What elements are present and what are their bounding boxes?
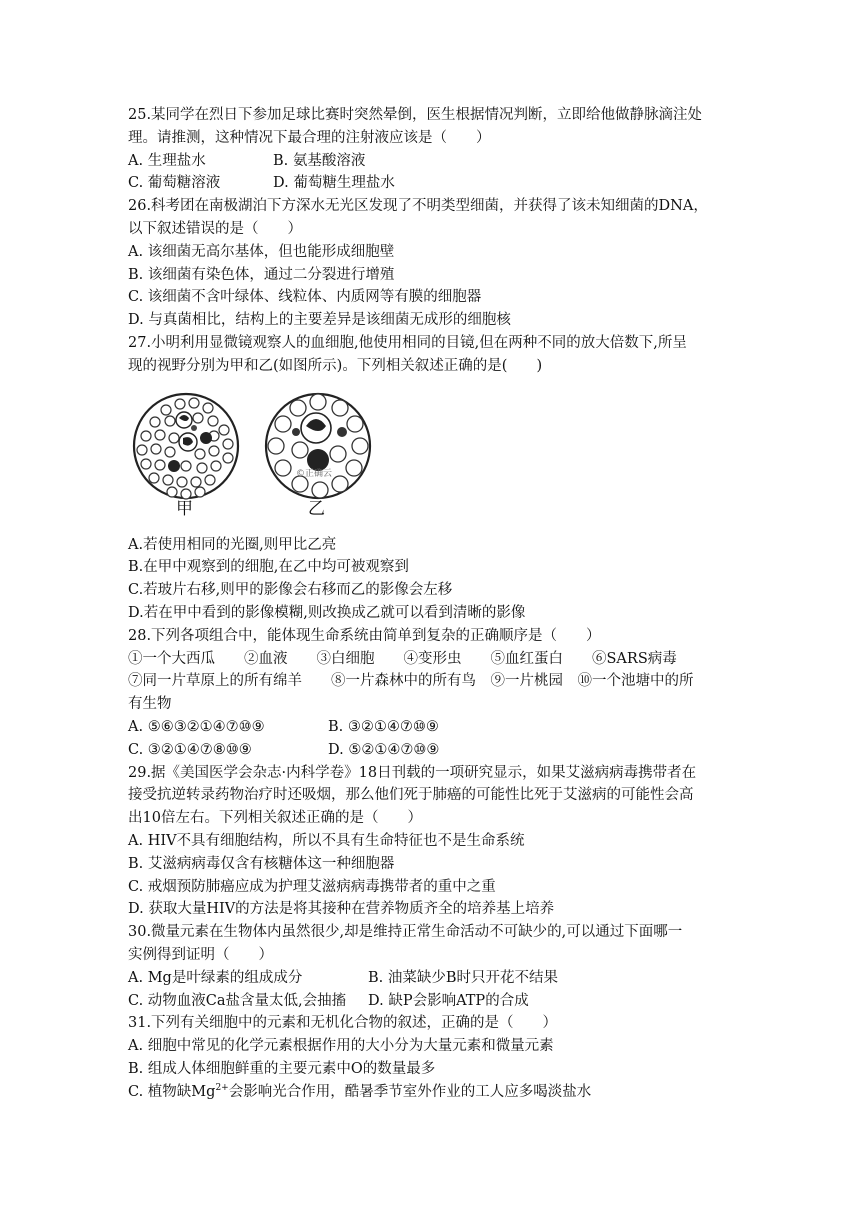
q25-stem-line1: 25.某同学在烈日下参加足球比赛时突然晕倒，医生根据情况判断，立即给他做静脉滴注处 (128, 107, 703, 123)
q25-options-row1 (128, 150, 738, 173)
q31-option-c-superscript: 2+ (215, 1082, 229, 1093)
q29-option-a: A. HIV不具有细胞结构，所以不具有生命特征也不是生命系统 (128, 832, 525, 849)
q29-option-b: B. 艾滋病病毒仅含有核糖体这一种细胞器 (128, 855, 395, 872)
q30-stem-line1: 30.微量元素在生物体内虽然很少,却是维持正常生命活动不可缺少的,可以通过下面哪一 (128, 924, 683, 941)
figure-label-yi: 乙 (308, 498, 325, 519)
q27-option-a: A.若使用相同的光圈,则甲比乙亮 (128, 536, 337, 553)
q29-option-d: D. 获取大量HIV的方法是将其接种在营养物质齐全的培养基上培养 (128, 901, 555, 918)
q26-option-a: A. 该细菌无高尔基体，但也能形成细胞壁 (128, 243, 395, 260)
q29-stem-line3: 出10倍左右。下列相关叙述正确的是（ ） (128, 810, 422, 827)
field-yi (266, 394, 370, 498)
q30-option-c: C. 动物血液Ca盐含量太低,会抽搐 (128, 992, 347, 1009)
q25-option-c: C. 葡萄糖溶液 (128, 175, 221, 192)
q27-option-b: B.在甲中观察到的细胞,在乙中均可被观察到 (128, 559, 409, 576)
q26-option-b: B. 该细菌有染色体，通过二分裂进行增殖 (128, 266, 395, 283)
q26-option-d: D. 与真菌相比，结构上的主要差异是该细菌无成形的细胞核 (128, 312, 511, 329)
q28-items-line2: ⑦同一片草原上的所有绵羊 ⑧一片森林中的所有鸟 ⑨一片桃园 ⑩一个池塘中的所 (128, 673, 694, 690)
q31-option-c-prefix: C. 植物缺Mg (128, 1083, 216, 1100)
q26-stem-line2: 以下叙述错误的是（ ） (128, 220, 302, 237)
q25-option-d: D. 葡萄糖生理盐水 (273, 175, 395, 192)
figure-label-jia: 甲 (176, 498, 193, 519)
q26-option-c: C. 该细菌不含叶绿体、线粒体、内质网等有膜的细胞器 (128, 289, 482, 306)
q31-option-c-suffix: 会影响光合作用，酷暑季节室外作业的工人应多喝淡盐水 (228, 1083, 592, 1100)
q27-option-c: C.若玻片右移,则甲的影像会右移而乙的影像会左移 (128, 582, 453, 599)
q28-option-a: A. ⑤⑥③②①④⑦⑩⑨ (128, 718, 265, 735)
q28-option-c: C. ③②①④⑦⑧⑩⑨ (128, 741, 252, 758)
q30-options-row1 (128, 967, 738, 990)
q25-option-a: A. 生理盐水 (128, 152, 206, 169)
q28-items-line3: 有生物 (128, 696, 172, 713)
q30-option-a: A. Mg是叶绿素的组成成分 (128, 969, 303, 986)
q26-stem-line1: 26.科考团在南极湖泊下方深水无光区发现了不明类型细菌，并获得了该未知细菌的DNA， (128, 198, 708, 215)
q27-stem-line2: 现的视野分别为甲和乙(如图所示)。下列相关叙述正确的是( ) (128, 357, 543, 374)
q30-option-b: B. 油菜缺少B时只开花不结果 (368, 969, 559, 986)
q29-option-c: C. 戒烟预防肺癌应成为护理艾滋病病毒携带者的重中之重 (128, 878, 496, 895)
q30-option-d: D. 缺P会影响ATP的合成 (368, 992, 529, 1009)
q27-option-d: D.若在甲中看到的影像模糊,则改换成乙就可以看到清晰的影像 (128, 604, 526, 621)
question-sheet (128, 104, 738, 1103)
q28-options-row2 (128, 739, 738, 762)
q25-option-b: B. 氨基酸溶液 (273, 152, 366, 169)
q31-option-c (128, 1081, 738, 1104)
microscope-views-svg (128, 388, 378, 528)
q25-stem-line2: 理。请推测，这种情况下最合理的注射液应该是（ ） (128, 129, 491, 146)
field-jia (134, 394, 238, 499)
q28-options-row1 (128, 716, 738, 739)
q30-stem-line2: 实例得到证明（ ） (128, 946, 273, 963)
q31-stem: 31.下列有关细胞中的元素和无机化合物的叙述，正确的是（ ） (128, 1015, 558, 1032)
q30-options-row2 (128, 990, 738, 1013)
q28-stem: 28.下列各项组合中，能体现生命系统由简单到复杂的正确顺序是（ ） (128, 627, 601, 644)
q28-option-d: D. ⑤②①④⑦⑩⑨ (328, 741, 440, 758)
q31-option-a: A. 细胞中常见的化学元素根据作用的大小分为大量元素和微量元素 (128, 1038, 554, 1055)
microscope-figure (128, 388, 738, 528)
q29-stem-line2: 接受抗逆转录药物治疗时还吸烟，那么他们死于肺癌的可能性比死于艾滋病的可能性会高 (128, 787, 694, 804)
q25-options-row2 (128, 172, 738, 195)
q28-option-b: B. ③②①④⑦⑩⑨ (328, 718, 439, 735)
svg-text:©正确云: ©正确云 (296, 468, 333, 479)
q31-option-b: B. 组成人体细胞鲜重的主要元素中O的数量最多 (128, 1060, 436, 1077)
q29-stem-line1: 29.据《美国医学会杂志·内科学卷》18日刊载的一项研究显示，如果艾滋病病毒携带者在 (128, 764, 697, 781)
q27-stem-line1: 27.小明利用显微镜观察人的血细胞,他使用相同的目镜,但在两种不同的放大倍数下,所呈 (128, 334, 687, 351)
q28-items-line1: ①一个大西瓜 ②血液 ③白细胞 ④变形虫 ⑤血红蛋白 ⑥SARS病毒 (128, 650, 677, 667)
